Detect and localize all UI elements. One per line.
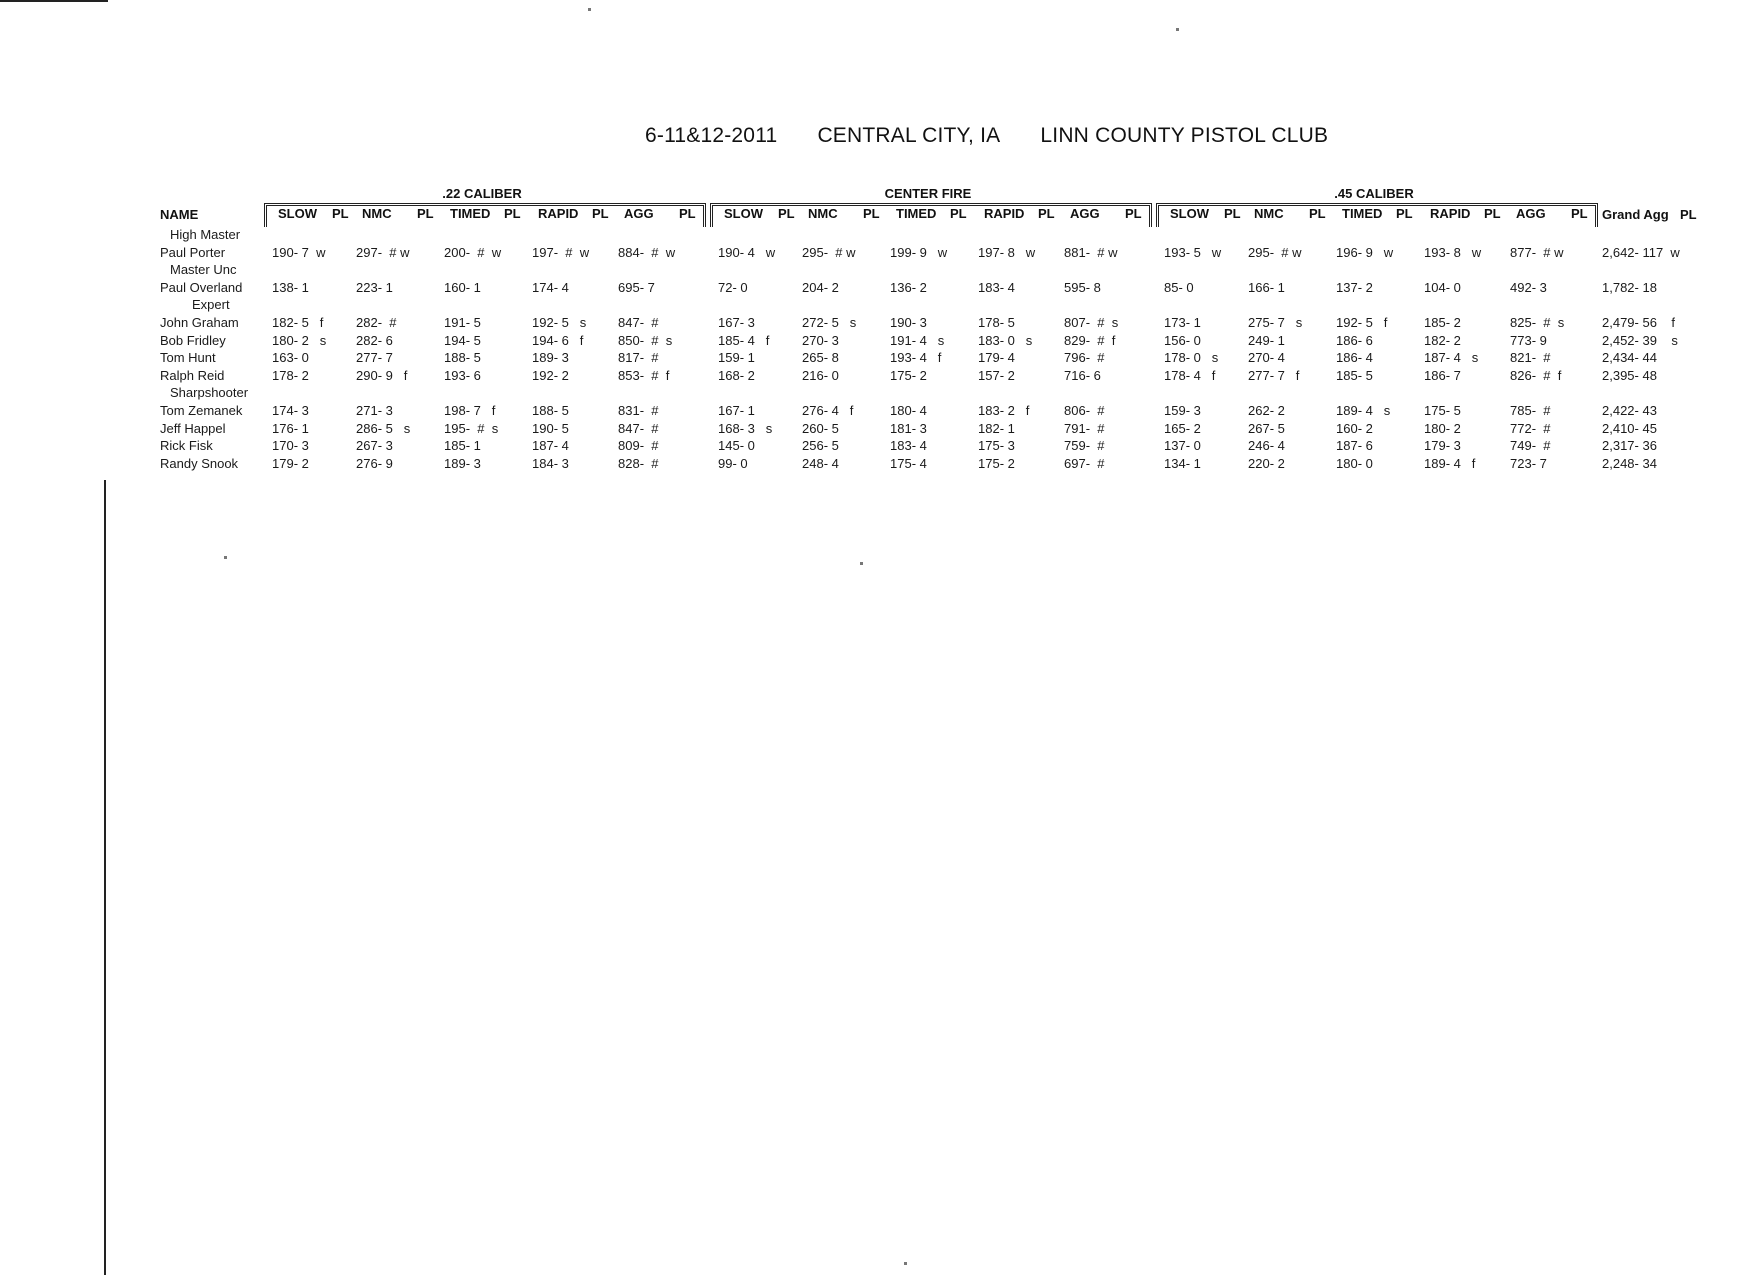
- score-cell: 180- 4: [890, 403, 927, 418]
- score-cell: 85- 0: [1164, 280, 1194, 295]
- score-cell: 173- 1: [1164, 315, 1201, 330]
- column-header-grand-pl: PL: [1680, 207, 1697, 222]
- score-cell: 265- 8: [802, 350, 839, 365]
- score-cell: 196- 9 w: [1336, 245, 1394, 260]
- title-date: 6-11&12-2011: [645, 124, 778, 147]
- shooter-name: Ralph Reid: [160, 368, 225, 383]
- score-cell: 193- 4 f: [890, 350, 942, 365]
- score-cell: 759- #: [1064, 438, 1105, 453]
- shooter-name: Paul Porter: [160, 245, 226, 260]
- score-cell: 809- #: [618, 438, 659, 453]
- score-cell: 807- # s: [1064, 315, 1119, 330]
- shooter-name: Tom Zemanek: [160, 403, 243, 418]
- score-cell: 176- 1: [272, 421, 309, 436]
- column-header-pl: PL: [1224, 206, 1241, 221]
- score-cell: 847- #: [618, 315, 659, 330]
- score-cell: 159- 1: [718, 350, 755, 365]
- score-cell: 825- # s: [1510, 315, 1565, 330]
- score-cell: 853- # f: [618, 368, 670, 383]
- shooter-name: Bob Fridley: [160, 333, 226, 348]
- column-header-pl: PL: [417, 206, 434, 221]
- score-cell: 192- 5 s: [532, 315, 587, 330]
- score-cell: 262- 2: [1248, 403, 1285, 418]
- score-cell: 826- # f: [1510, 368, 1562, 383]
- score-cell: 175- 3: [978, 438, 1015, 453]
- score-cell: 191- 4 s: [890, 333, 945, 348]
- score-cell: 192- 2: [532, 368, 569, 383]
- score-cell: 168- 2: [718, 368, 755, 383]
- score-cell: 137- 2: [1336, 280, 1373, 295]
- score-cell: 821- #: [1510, 350, 1551, 365]
- score-cell: 197- # w: [532, 245, 590, 260]
- score-cell: 138- 1: [272, 280, 309, 295]
- score-cell: 197- 8 w: [978, 245, 1036, 260]
- grand-agg-cell: 2,434- 44: [1602, 350, 1657, 365]
- score-cell: 831- #: [618, 403, 659, 418]
- score-cell: 178- 0 s: [1164, 350, 1219, 365]
- column-header: TIMED: [1342, 206, 1383, 221]
- score-cell: 104- 0: [1424, 280, 1461, 295]
- title-location: CENTRAL CITY, IA: [817, 124, 1001, 147]
- score-cell: 270- 3: [802, 333, 839, 348]
- score-cell: 183- 2 f: [978, 403, 1030, 418]
- score-cell: 190- 5: [532, 421, 569, 436]
- score-cell: 256- 5: [802, 438, 839, 453]
- score-cell: 249- 1: [1248, 333, 1285, 348]
- score-cell: 850- # s: [618, 333, 673, 348]
- grand-agg-cell: 2,410- 45: [1602, 421, 1657, 436]
- score-cell: 190- 7 w: [272, 245, 326, 260]
- score-cell: 189- 3: [532, 350, 569, 365]
- column-header: RAPID: [538, 206, 579, 221]
- score-cell: 282- #: [356, 315, 397, 330]
- score-cell: 248- 4: [802, 456, 839, 471]
- column-header-pl: PL: [1396, 206, 1413, 221]
- score-cell: 881- # w: [1064, 245, 1118, 260]
- scan-speck: [224, 556, 227, 559]
- score-cell: 179- 4: [978, 350, 1015, 365]
- score-cell: 175- 2: [890, 368, 927, 383]
- title-club: LINN COUNTY PISTOL CLUB: [1040, 124, 1329, 147]
- grand-agg-cell: 2,479- 56 f: [1602, 315, 1675, 330]
- score-cell: 785- #: [1510, 403, 1551, 418]
- score-cell: 168- 3 s: [718, 421, 773, 436]
- score-cell: 188- 5: [444, 350, 481, 365]
- score-cell: 791- #: [1064, 421, 1105, 436]
- column-header-pl: PL: [1125, 206, 1142, 221]
- column-header-pl: PL: [1309, 206, 1326, 221]
- column-header: NMC: [808, 206, 838, 221]
- column-header: TIMED: [450, 206, 491, 221]
- class-label: Master Unc: [170, 262, 237, 277]
- score-cell: 198- 7 f: [444, 403, 496, 418]
- score-cell: 145- 0: [718, 438, 755, 453]
- shooter-name: John Graham: [160, 315, 239, 330]
- score-cell: 156- 0: [1164, 333, 1201, 348]
- group-header: CENTER FIRE: [884, 186, 972, 201]
- column-header: AGG: [1070, 206, 1100, 221]
- scan-mark: [0, 0, 108, 2]
- scan-edge-line: [104, 480, 106, 1275]
- score-cell: 180- 0: [1336, 456, 1373, 471]
- column-header-pl: PL: [679, 206, 696, 221]
- scan-speck: [860, 562, 863, 565]
- column-header-pl: PL: [863, 206, 880, 221]
- column-header-pl: PL: [592, 206, 609, 221]
- score-cell: 772- #: [1510, 421, 1551, 436]
- score-cell: 749- #: [1510, 438, 1551, 453]
- score-cell: 877- # w: [1510, 245, 1564, 260]
- class-label: Sharpshooter: [170, 385, 249, 400]
- score-cell: 188- 5: [532, 403, 569, 418]
- score-cell: 193- 8 w: [1424, 245, 1482, 260]
- grand-agg-cell: 2,317- 36: [1602, 438, 1657, 453]
- score-cell: 170- 3: [272, 438, 309, 453]
- column-header-pl: PL: [1571, 206, 1588, 221]
- score-cell: 99- 0: [718, 456, 748, 471]
- score-cell: 270- 4: [1248, 350, 1285, 365]
- score-cell: 159- 3: [1164, 403, 1201, 418]
- score-cell: 186- 4: [1336, 350, 1373, 365]
- score-cell: 195- # s: [444, 421, 499, 436]
- column-header-pl: PL: [1484, 206, 1501, 221]
- column-header-pl: PL: [1038, 206, 1055, 221]
- score-cell: 187- 4: [532, 438, 569, 453]
- score-cell: 267- 5: [1248, 421, 1285, 436]
- score-cell: 194- 5: [444, 333, 481, 348]
- score-cell: 277- 7: [356, 350, 393, 365]
- grand-agg-cell: 2,248- 34: [1602, 456, 1657, 471]
- grand-agg-cell: 2,642- 117 w: [1602, 245, 1680, 260]
- score-cell: 277- 7 f: [1248, 368, 1300, 383]
- scan-speck: [904, 1262, 907, 1265]
- score-cell: 134- 1: [1164, 456, 1201, 471]
- column-header: SLOW: [278, 206, 317, 221]
- score-cell: 183- 4: [890, 438, 927, 453]
- score-cell: 185- 4 f: [718, 333, 770, 348]
- score-cell: 190- 4 w: [718, 245, 776, 260]
- page-title: [645, 124, 1328, 148]
- score-cell: 817- #: [618, 350, 659, 365]
- score-cell: 275- 7 s: [1248, 315, 1303, 330]
- shooter-name: Jeff Happel: [160, 421, 226, 436]
- grand-agg-cell: 2,452- 39 s: [1602, 333, 1678, 348]
- group-header: .22 CALIBER: [442, 186, 522, 201]
- group-header: .45 CALIBER: [1334, 186, 1414, 201]
- column-header-pl: PL: [950, 206, 967, 221]
- score-cell: 272- 5 s: [802, 315, 857, 330]
- score-cell: 178- 2: [272, 368, 309, 383]
- score-cell: 492- 3: [1510, 280, 1547, 295]
- score-cell: 184- 3: [532, 456, 569, 471]
- score-cell: 297- # w: [356, 245, 410, 260]
- score-cell: 182- 1: [978, 421, 1015, 436]
- scan-speck: [1176, 28, 1179, 31]
- column-header: SLOW: [1170, 206, 1209, 221]
- column-header: SLOW: [724, 206, 763, 221]
- score-cell: 180- 2: [1424, 421, 1461, 436]
- column-header: RAPID: [984, 206, 1025, 221]
- shooter-name: Rick Fisk: [160, 438, 213, 453]
- score-cell: 189- 4 f: [1424, 456, 1476, 471]
- column-header-name: NAME: [160, 207, 199, 222]
- score-cell: 595- 8: [1064, 280, 1101, 295]
- score-cell: 223- 1: [356, 280, 393, 295]
- score-cell: 290- 9 f: [356, 368, 408, 383]
- score-cell: 185- 2: [1424, 315, 1461, 330]
- score-cell: 182- 2: [1424, 333, 1461, 348]
- score-cell: 174- 4: [532, 280, 569, 295]
- score-cell: 167- 3: [718, 315, 755, 330]
- score-cell: 190- 3: [890, 315, 927, 330]
- score-cell: 175- 2: [978, 456, 1015, 471]
- column-header: AGG: [624, 206, 654, 221]
- score-cell: 216- 0: [802, 368, 839, 383]
- score-cell: 186- 7: [1424, 368, 1461, 383]
- score-cell: 179- 3: [1424, 438, 1461, 453]
- score-cell: 723- 7: [1510, 456, 1547, 471]
- shooter-name: Paul Overland: [160, 280, 243, 295]
- score-cell: 187- 6: [1336, 438, 1373, 453]
- column-header: NMC: [362, 206, 392, 221]
- grand-agg-cell: 2,422- 43: [1602, 403, 1657, 418]
- shooter-name: Randy Snook: [160, 456, 239, 471]
- score-cell: 695- 7: [618, 280, 655, 295]
- score-cell: 193- 5 w: [1164, 245, 1222, 260]
- score-cell: 267- 3: [356, 438, 393, 453]
- grand-agg-cell: 1,782- 18: [1602, 280, 1657, 295]
- score-cell: 191- 5: [444, 315, 481, 330]
- score-cell: 697- #: [1064, 456, 1105, 471]
- score-cell: 246- 4: [1248, 438, 1285, 453]
- score-cell: 185- 5: [1336, 368, 1373, 383]
- column-header: AGG: [1516, 206, 1546, 221]
- score-cell: 200- # w: [444, 245, 502, 260]
- column-header: NMC: [1254, 206, 1284, 221]
- column-header: TIMED: [896, 206, 937, 221]
- score-cell: 194- 6 f: [532, 333, 584, 348]
- score-cell: 276- 9: [356, 456, 393, 471]
- score-cell: 192- 5 f: [1336, 315, 1388, 330]
- shooter-name: Tom Hunt: [160, 350, 216, 365]
- column-header: RAPID: [1430, 206, 1471, 221]
- score-cell: 806- #: [1064, 403, 1105, 418]
- score-cell: 181- 3: [890, 421, 927, 436]
- score-cell: 884- # w: [618, 245, 676, 260]
- score-cell: 271- 3: [356, 403, 393, 418]
- score-cell: 187- 4 s: [1424, 350, 1479, 365]
- column-header-pl: PL: [778, 206, 795, 221]
- score-cell: 796- #: [1064, 350, 1105, 365]
- class-label: High Master: [170, 227, 241, 242]
- score-cell: 286- 5 s: [356, 421, 411, 436]
- score-cell: 166- 1: [1248, 280, 1285, 295]
- score-cell: 182- 5 f: [272, 315, 324, 330]
- score-cell: 276- 4 f: [802, 403, 854, 418]
- score-cell: 716- 6: [1064, 368, 1101, 383]
- score-cell: 180- 2 s: [272, 333, 327, 348]
- score-cell: 282- 6: [356, 333, 393, 348]
- score-cell: 178- 5: [978, 315, 1015, 330]
- score-cell: 829- # f: [1064, 333, 1116, 348]
- score-cell: 220- 2: [1248, 456, 1285, 471]
- score-cell: 175- 4: [890, 456, 927, 471]
- score-cell: 189- 4 s: [1336, 403, 1391, 418]
- column-header-grand-agg: Grand Agg: [1602, 207, 1669, 222]
- score-cell: 847- #: [618, 421, 659, 436]
- score-cell: 183- 4: [978, 280, 1015, 295]
- score-cell: 136- 2: [890, 280, 927, 295]
- column-header-pl: PL: [332, 206, 349, 221]
- score-cell: 160- 1: [444, 280, 481, 295]
- score-cell: 179- 2: [272, 456, 309, 471]
- score-cell: 295- # w: [1248, 245, 1302, 260]
- score-cell: 185- 1: [444, 438, 481, 453]
- score-cell: 174- 3: [272, 403, 309, 418]
- score-cell: 137- 0: [1164, 438, 1201, 453]
- score-cell: 189- 3: [444, 456, 481, 471]
- score-cell: 186- 6: [1336, 333, 1373, 348]
- score-cell: 72- 0: [718, 280, 748, 295]
- score-cell: 178- 4 f: [1164, 368, 1216, 383]
- score-cell: 193- 6: [444, 368, 481, 383]
- score-cell: 157- 2: [978, 368, 1015, 383]
- grand-agg-cell: 2,395- 48: [1602, 368, 1657, 383]
- score-cell: 199- 9 w: [890, 245, 948, 260]
- score-cell: 160- 2: [1336, 421, 1373, 436]
- score-cell: 773- 9: [1510, 333, 1547, 348]
- score-cell: 183- 0 s: [978, 333, 1033, 348]
- score-cell: 204- 2: [802, 280, 839, 295]
- scan-speck: [588, 8, 591, 11]
- score-cell: 828- #: [618, 456, 659, 471]
- score-cell: 260- 5: [802, 421, 839, 436]
- column-header-pl: PL: [504, 206, 521, 221]
- score-cell: 163- 0: [272, 350, 309, 365]
- score-cell: 295- # w: [802, 245, 856, 260]
- score-cell: 165- 2: [1164, 421, 1201, 436]
- score-cell: 175- 5: [1424, 403, 1461, 418]
- class-label: Expert: [192, 297, 230, 312]
- score-cell: 167- 1: [718, 403, 755, 418]
